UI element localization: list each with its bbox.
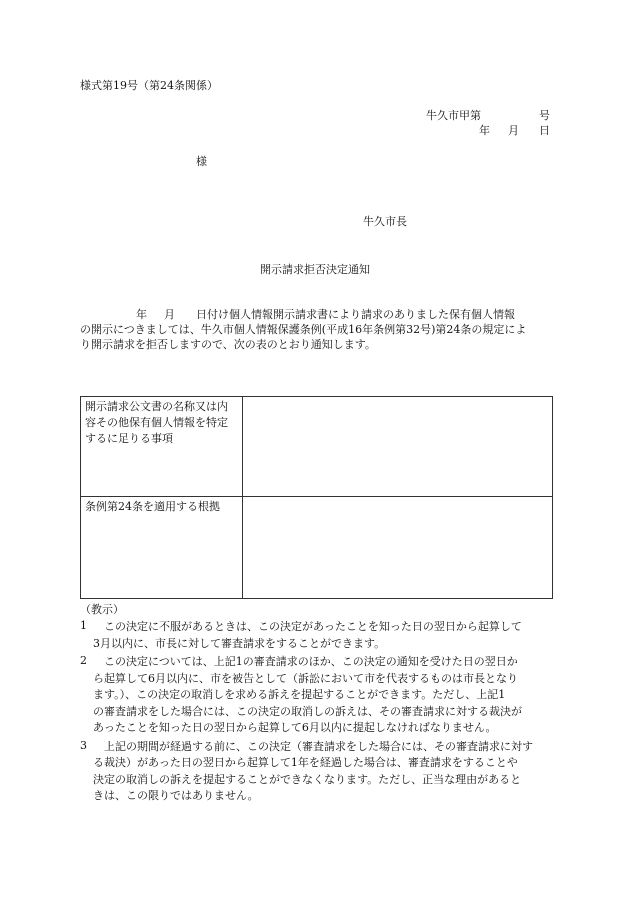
note-number: 1	[80, 619, 87, 632]
addressee: 様	[196, 155, 207, 168]
row1-label-cell: 開示請求公文書の名称又は内 容その他保有個人情報を特定 するに足りる事項	[81, 397, 243, 497]
row2-value-cell	[243, 497, 553, 599]
body-line-1: 日付け個人情報開示請求書により請求のありました保有個人情報	[196, 308, 515, 321]
list-item: 2 この決定については、上記1の審査請求のほか、この決定の通知を受けた日の翌日か ら起算して6月以内に、市を被告として（訴訟において市を代表するものは市長となり ます。）、この決定の取消しを求める訴えを提起することができます。ただし、上記1 の審査請求をした場合には、この決定の取消しの訴えは、その審査請求に対する裁決が あったことを知った日の翌日から起算して6月以内に提起しなければなりません。	[80, 654, 522, 734]
body-year: 年	[136, 308, 147, 321]
table-row	[81, 397, 553, 497]
list-item: 3 上記の期間が経過する前に、この決定（審査請求をした場合には、その審査請求に対す る裁決）があった日の翌日から起算して1年を経過した場合は、審査請求をすることや 決定の取消しの訴えを提起することができなくなります。ただし、正当な理由があると きは、この限りではありません。	[80, 738, 533, 802]
document-number	[426, 109, 550, 123]
notification-table	[80, 396, 553, 599]
note-number: 3	[80, 738, 87, 752]
notes-list	[80, 619, 554, 807]
sender: 牛久市長	[363, 215, 407, 228]
issue-date	[479, 124, 550, 138]
form-number: 様式第19号（第24条関係）	[80, 79, 218, 92]
list-item: 1 この決定に不服があるときは、この決定があったことを知った日の翌日から起算して 3月以内に、市長に対して審査請求をすることができます。	[80, 619, 522, 650]
note-number: 2	[80, 654, 87, 667]
body-month: 月	[164, 308, 175, 321]
document-number-suffix: 号	[539, 109, 550, 122]
notes-heading: （教示）	[80, 603, 124, 616]
row2-label-cell: 条例第24条を適用する根拠	[81, 497, 243, 599]
body-paragraph	[80, 307, 552, 352]
table-row	[81, 497, 553, 599]
body-line-2: の開示につきましては、牛久市個人情報保護条例(平成16年条例第32号)第24条の規定によ	[80, 323, 527, 336]
row1-value-cell	[243, 397, 553, 497]
document-title: 開示請求拒否決定通知	[260, 263, 370, 276]
date-year: 年	[479, 124, 490, 137]
document-number-prefix: 牛久市甲第	[426, 109, 481, 122]
date-day: 日	[539, 124, 550, 137]
date-month: 月	[508, 124, 519, 137]
body-line-3: り開示請求を拒否しますので、次の表のとおり通知します。	[80, 338, 376, 351]
